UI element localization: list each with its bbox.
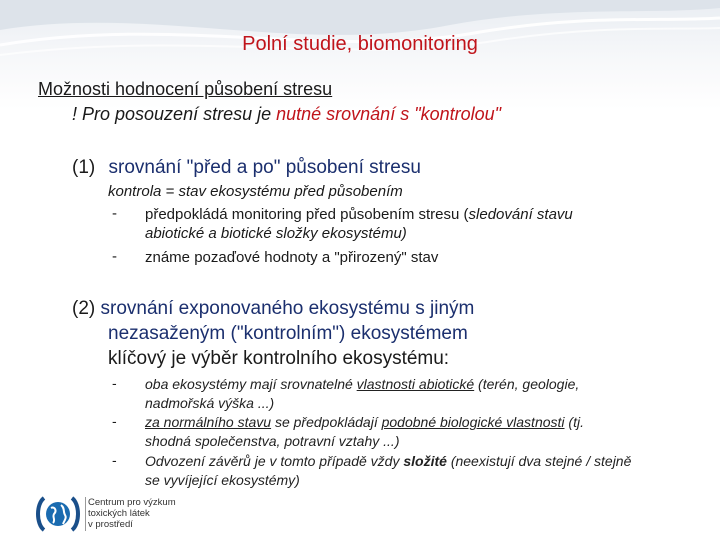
bullet-text: (neexistují dva stejné / stejně	[446, 453, 632, 469]
note-prefix: ! Pro posouzení stresu je	[72, 104, 277, 124]
bullet-text: oba ekosystémy mají srovnatelné	[145, 376, 357, 392]
bullet-text-italic: sledování stavu	[468, 206, 573, 223]
bullet-dash: -	[112, 375, 117, 391]
section2-bullet-1	[145, 375, 579, 413]
section2-title-line1: srovnání exponovaného ekosystému s jiným	[100, 298, 475, 319]
bullet-underlined: vlastnosti abiotické	[356, 376, 475, 392]
bullet-text-line2: nadmořská výška ...)	[145, 395, 275, 411]
section2-key-line: klíčový je výběr kontrolního ekosystému:	[108, 348, 450, 369]
section2-title-line2: nezasaženým ("kontrolním") ekosystémem	[108, 323, 468, 344]
logo-text	[88, 497, 176, 530]
section2-number: (2)	[72, 298, 96, 319]
bullet-bold: složité	[403, 453, 447, 469]
bullet-underlined: za normálního stavu	[145, 414, 272, 430]
section2-bullet-3	[145, 452, 631, 490]
logo-line: Centrum pro výzkum	[88, 497, 176, 508]
section1-bullet-1	[145, 205, 573, 243]
bullet-text: předpokládá monitoring před působením stresu (	[145, 206, 469, 223]
logo-separator	[85, 497, 86, 531]
recetox-logo-icon	[34, 494, 82, 534]
section2-heading	[72, 296, 474, 371]
bullet-text-line2: shodná společenstva, potravní vztahy ...)	[145, 433, 400, 449]
comparison-note	[72, 104, 501, 125]
section2-bullet-2	[145, 413, 584, 451]
bullet-text: se předpokládají	[271, 414, 382, 430]
bullet-text: (terén, geologie,	[474, 376, 580, 392]
bullet-text-line2: se vyvíjející ekosystémy)	[145, 472, 300, 488]
bullet-dash: -	[112, 205, 117, 222]
section1-bullet-2: známe pozaďové hodnoty a "přirozený" stav	[145, 249, 439, 266]
section1-number: (1)	[72, 157, 96, 178]
bullet-underlined: podobné biologické vlastnosti	[381, 414, 565, 430]
section1-title: srovnání "před a po" působení stresu	[108, 157, 421, 178]
bullet-dash: -	[112, 248, 117, 265]
section1-heading	[72, 157, 421, 179]
note-highlight: nutné srovnání s "kontrolou"	[276, 104, 502, 124]
bullet-text-line2: abiotické a biotické složky ekosystému)	[145, 225, 407, 242]
bullet-dash: -	[112, 413, 117, 429]
bullet-text: Odvození závěrů je v tomto případě vždy	[145, 453, 404, 469]
logo-line: toxických látek	[88, 508, 150, 519]
slide-title: Polní studie, biomonitoring	[242, 33, 478, 55]
section1-control-definition: kontrola = stav ekosystému před působením	[108, 183, 403, 200]
section-heading: Možnosti hodnocení působení stresu	[38, 79, 333, 99]
logo-line: v prostředí	[88, 519, 133, 530]
bullet-dash: -	[112, 452, 117, 468]
bullet-text: (tj.	[564, 414, 584, 430]
